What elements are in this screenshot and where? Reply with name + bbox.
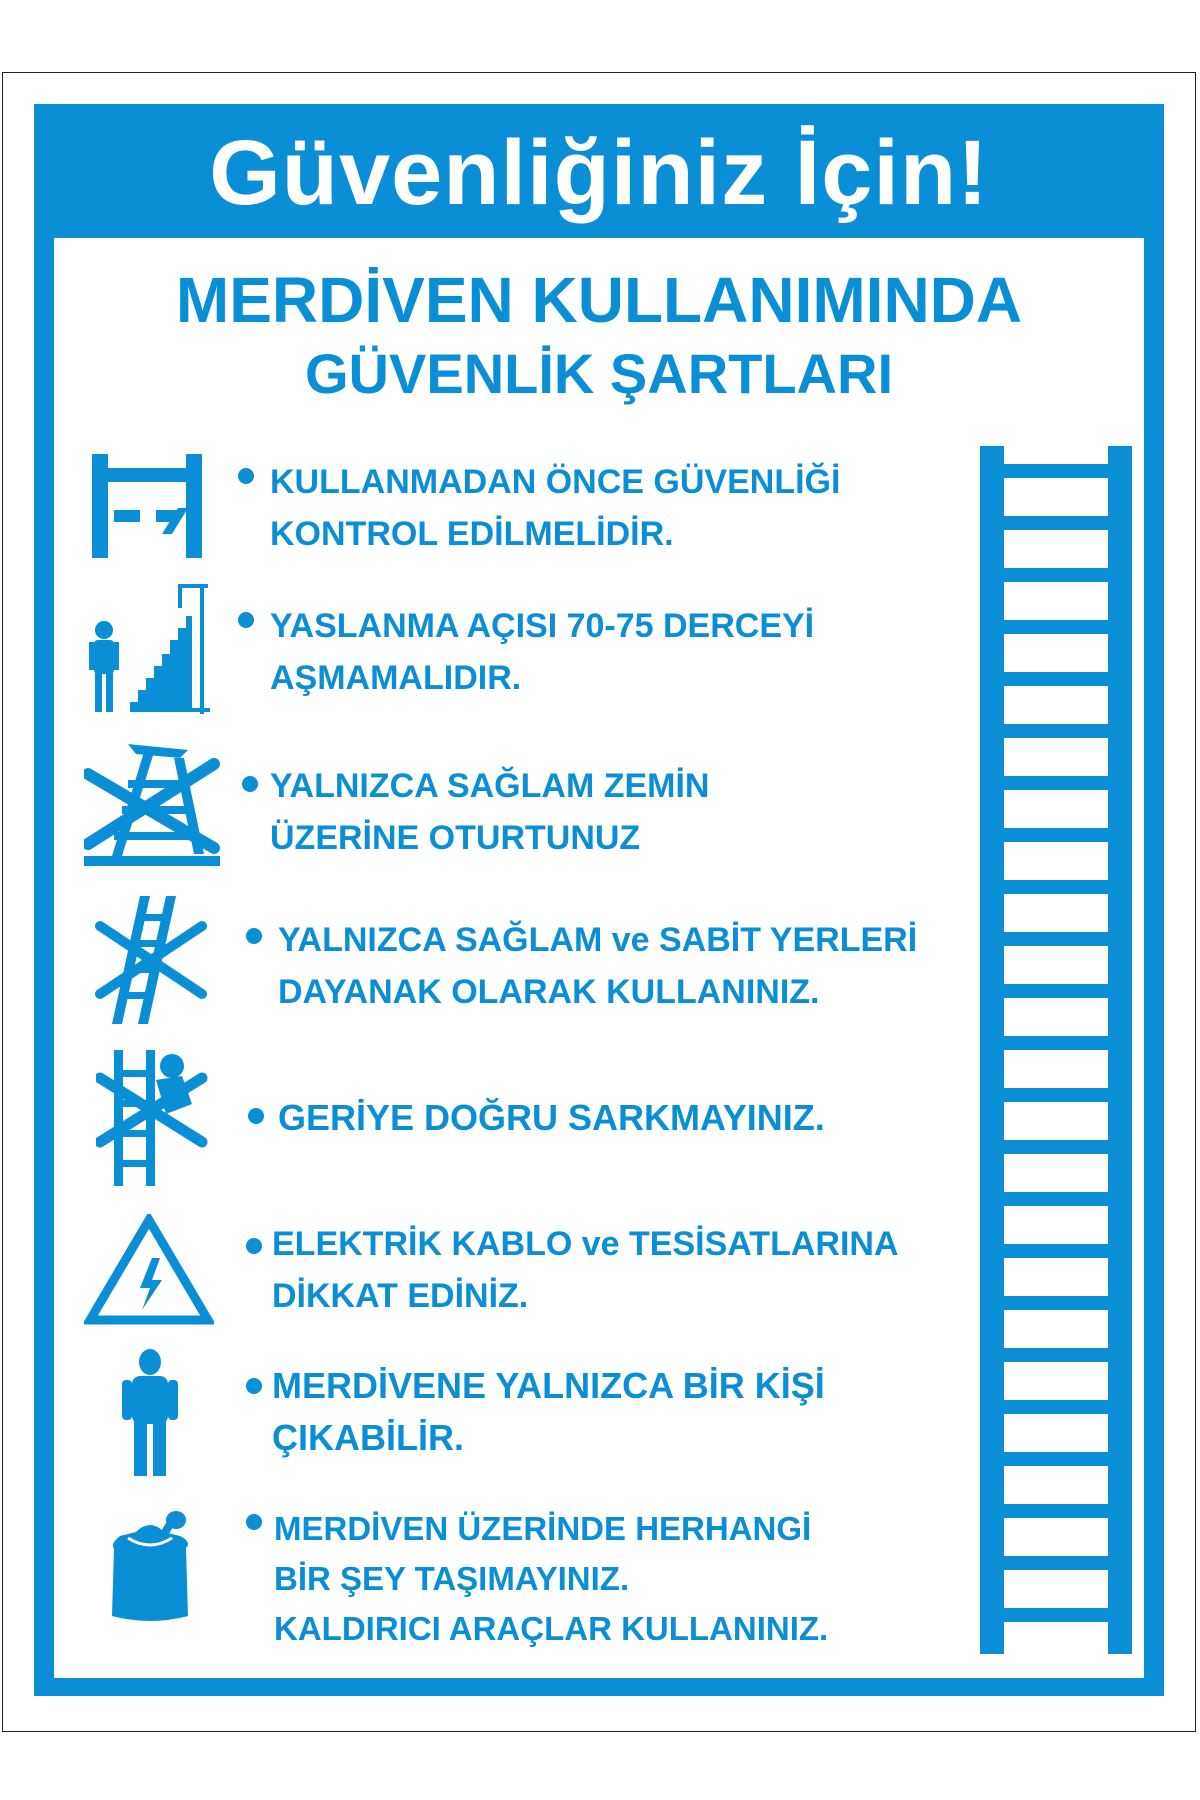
ladder-rung: [1004, 620, 1108, 634]
item-3-line-2: ÜZERİNE OTURTUNUZ: [270, 819, 641, 857]
crossed-leaning-ladder-icon: [94, 896, 208, 1026]
crossed-ladder-ground-icon: [84, 744, 220, 868]
ladder-rung: [1004, 984, 1108, 998]
item-4-line-1: YALNIZCA SAĞLAM ve SABİT YERLERİ: [278, 921, 918, 959]
bullet-1: [238, 468, 254, 484]
ladder-rung: [1004, 1452, 1108, 1466]
crossed-leaning-person-icon: [96, 1050, 208, 1186]
load-sack-icon: [106, 1508, 194, 1624]
ladder-rung: [1004, 1088, 1108, 1102]
ladder-rung: [1004, 1296, 1108, 1310]
item-1-text: [270, 456, 840, 560]
ladder-rung: [1004, 1036, 1108, 1050]
sign-title-line2: GÜVENLİK ŞARTLARI: [305, 342, 893, 405]
sign-header: Güvenliğiniz İçin!: [209, 122, 989, 224]
ladder-rung: [1004, 1556, 1108, 1570]
item-4-line-2: DAYANAK OLARAK KULLANINIZ.: [278, 973, 820, 1011]
item-1-line-2: KONTROL EDİLMELİDİR.: [270, 515, 674, 553]
bullet-4: [246, 928, 262, 944]
ladder-rung: [1004, 724, 1108, 738]
item-8-line-1: MERDİVEN ÜZERİNDE HERHANGİ: [274, 1510, 812, 1547]
item-2-text: [270, 600, 814, 704]
ladder-check-icon: [92, 454, 210, 558]
item-2-line-2: AŞMAMALIDIR.: [270, 659, 522, 697]
ladder-rail-right: [1108, 446, 1132, 1654]
item-8-line-2: BİR ŞEY TAŞIMAYINIZ.: [274, 1560, 630, 1597]
item-5-line-1: GERİYE DOĞRU SARKMAYINIZ.: [278, 1097, 825, 1138]
ladder-rung: [1004, 1400, 1108, 1414]
person-stairs-angle-icon: [86, 584, 214, 714]
item-7-line-2: ÇIKABİLİR.: [272, 1417, 464, 1458]
item-5-text: [278, 1092, 825, 1144]
item-8-line-3: KALDIRICI ARAÇLAR KULLANINIZ.: [274, 1610, 829, 1647]
bullet-5: [248, 1108, 264, 1124]
item-7-line-1: MERDİVENE YALNIZCA BİR KİŞİ: [272, 1365, 825, 1406]
item-6-line-1: ELEKTRİK KABLO ve TESİSATLARINA: [272, 1225, 899, 1263]
bullet-2: [238, 612, 254, 628]
electric-hazard-icon: [84, 1214, 214, 1326]
ladder-rung: [1004, 464, 1108, 478]
bullet-3: [242, 776, 258, 792]
ladder-rung: [1004, 568, 1108, 582]
ladder-rung: [1004, 1140, 1108, 1154]
ladder-rung: [1004, 1608, 1108, 1622]
single-person-icon: [118, 1348, 182, 1476]
item-8-text: [274, 1504, 828, 1654]
ladder-rung: [1004, 1348, 1108, 1362]
ladder-rung: [1004, 672, 1108, 686]
ladder-rung: [1004, 1192, 1108, 1206]
item-7-text: [272, 1360, 825, 1464]
item-2-line-1: YASLANMA AÇISI 70-75 DERCEYİ: [270, 607, 815, 645]
bullet-7: [246, 1378, 262, 1394]
item-3-text: [270, 760, 709, 864]
ladder-rung: [1004, 1504, 1108, 1518]
ladder-rung: [1004, 828, 1108, 842]
decorative-ladder-icon: [980, 446, 1132, 1654]
item-6-text: [272, 1218, 899, 1322]
ladder-rung: [1004, 516, 1108, 530]
item-4-text: [278, 914, 917, 1018]
ladder-rail-left: [980, 446, 1004, 1654]
bullet-6: [246, 1238, 262, 1254]
sign-title-line1: MERDİVEN KULLANIMINDA: [175, 264, 1023, 336]
ladder-rung: [1004, 1244, 1108, 1258]
item-3-line-1: YALNIZCA SAĞLAM ZEMİN: [270, 767, 710, 805]
ladder-rung: [1004, 880, 1108, 894]
item-1-line-1: KULLANMADAN ÖNCE GÜVENLİĞİ: [270, 463, 841, 501]
ladder-rung: [1004, 776, 1108, 790]
bullet-8: [246, 1514, 262, 1530]
ladder-rung: [1004, 932, 1108, 946]
item-6-line-2: DİKKAT EDİNİZ.: [272, 1277, 529, 1315]
